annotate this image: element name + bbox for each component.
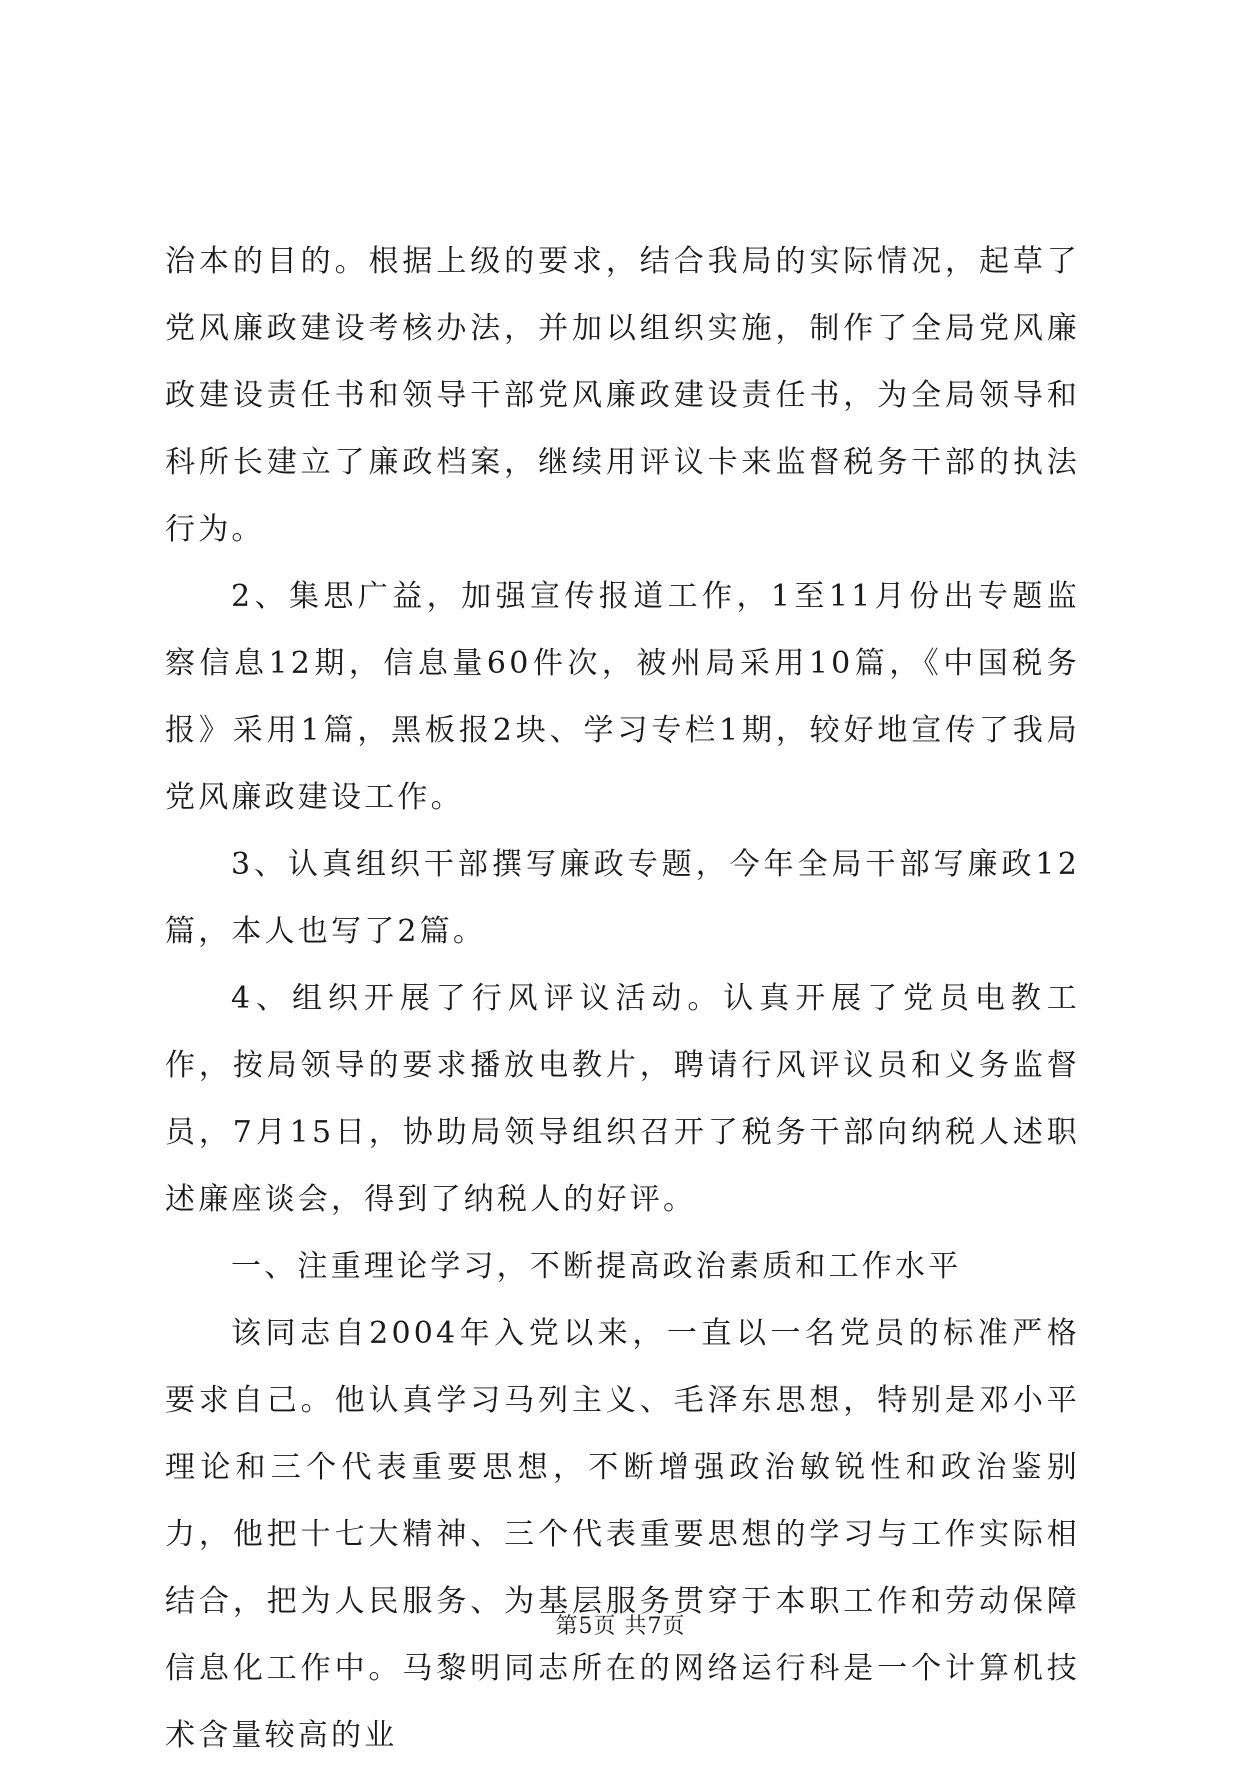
paragraph-item-2: 2、集思广益，加强宣传报道工作，1至11月份出专题监察信息12期，信息量60件次，被州局采用10篇，《中国税务报》采用1篇，黑板报2块、学习专栏1期，较好地宣传了我局党风廉政建设工作。 <box>165 579 1080 815</box>
paragraph-item-3: 3、认真组织干部撰写廉政专题，今年全局干部写廉政12篇，本人也写了2篇。 <box>165 847 1080 949</box>
section-heading: 一、注重理论学习，不断提高政治素质和工作水平 <box>231 1249 962 1284</box>
paragraph-item-4: 4、组织开展了行风评议活动。认真开展了党员电教工作，按局领导的要求播放电教片，聘请行风评议员和义务监督员，7月15日，协助局领导组织召开了税务干部向纳税人述职述廉座谈会，得到了纳税人的好评。 <box>165 981 1080 1217</box>
paragraph-body: 该同志自2004年入党以来，一直以一名党员的标准严格要求自己。他认真学习马列主义、毛泽东思想，特别是邓小平理论和三个代表重要思想，不断增强政治敏锐性和政治鉴别力，他把十七大精神、三个代表重要思想的学习与工作实际相结合，把为人民服务、为基层服务贯穿于本职工作和劳动保障信息化工作中。马黎明同志所在的网络运行科是一个计算机技术含量较高的业 <box>165 1316 1080 1753</box>
document-body <box>165 228 1080 1769</box>
paragraph-continuation: 治本的目的。根据上级的要求，结合我局的实际情况，起草了党风廉政建设考核办法，并加以组织实施，制作了全局党风廉政建设责任书和领导干部党风廉政建设责任书，为全局领导和科所长建立了廉政档案，继续用评议卡来监督税务干部的执法行为。 <box>165 244 1080 547</box>
page-number-footer: 第5页 共7页 <box>555 1614 686 1639</box>
